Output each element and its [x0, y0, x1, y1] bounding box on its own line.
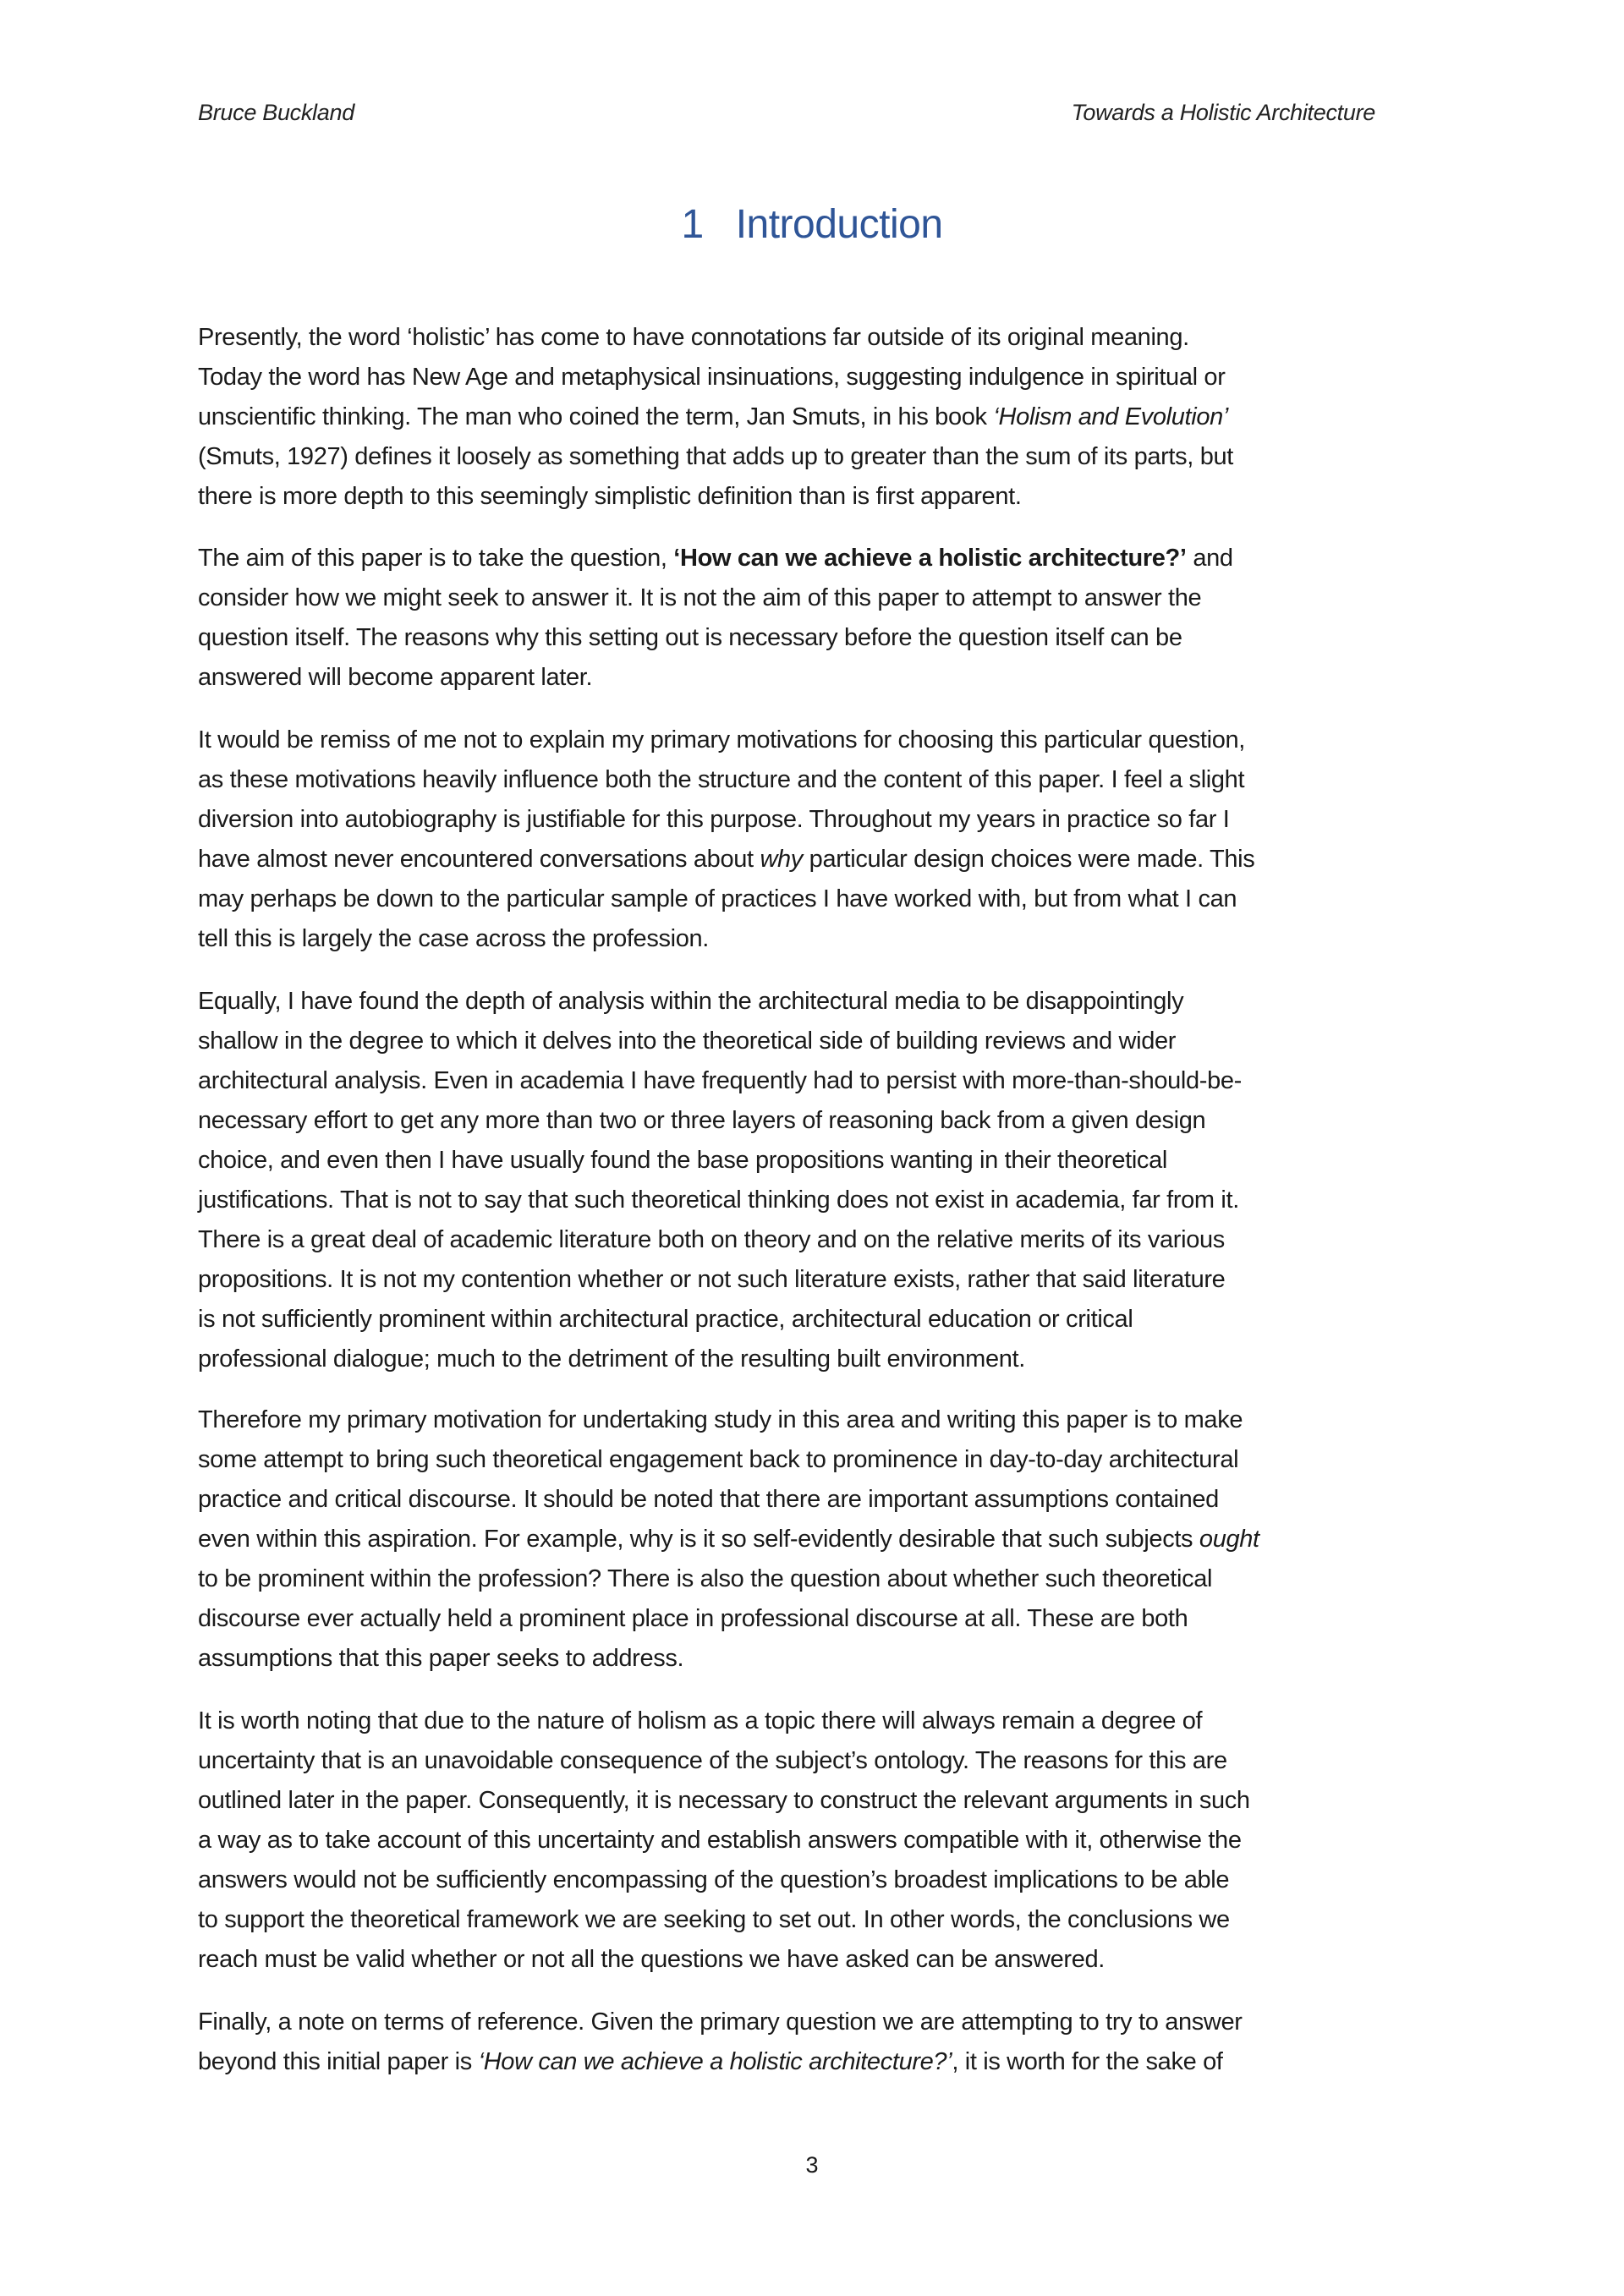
text-run: Therefore my primary motivation for undertaking study in this area and writing this paper is to make	[198, 1406, 1243, 1433]
section-title: Introduction	[735, 202, 943, 247]
text-run: beyond this initial paper is	[198, 2048, 479, 2075]
text-line	[198, 1400, 1450, 1440]
text-line	[198, 1741, 1450, 1781]
text-line	[198, 721, 1450, 760]
text-run: The aim of this paper is to take the question,	[198, 545, 674, 572]
text-line	[198, 1101, 1450, 1141]
text-line	[198, 658, 1450, 698]
text-line	[198, 437, 1450, 477]
text-run: , it is worth for the sake of	[952, 2048, 1223, 2075]
text-run: Equally, I have found the depth of analysis within the architectural media to be disappointingly	[198, 988, 1184, 1015]
text-run: propositions. It is not my contention whether or not such literature exists, rather that said literature	[198, 1266, 1226, 1293]
text-run: (Smuts, 1927) defines it loosely as something that adds up to greater than the sum of its parts, but	[198, 443, 1233, 470]
text-run: discourse ever actually held a prominent place in professional discourse at all. These are both	[198, 1605, 1188, 1632]
text-run: some attempt to bring such theoretical engagement back to prominence in day-to-day architectural	[198, 1446, 1239, 1473]
text-run: there is more depth to this seemingly simplistic definition than is first apparent.	[198, 483, 1022, 510]
text-run: answers would not be sufficiently encompassing of the question’s broadest implications to be able	[198, 1866, 1230, 1893]
text-run: consider how we might seek to answer it. It is not the aim of this paper to attempt to answer the	[198, 584, 1202, 611]
paragraph	[198, 2003, 1450, 2082]
text-run: question itself. The reasons why this setting out is necessary before the question itself can be	[198, 624, 1182, 651]
text-run: Finally, a note on terms of reference. Given the primary question we are attempting to try to answer	[198, 2008, 1243, 2036]
text-line	[198, 800, 1450, 840]
text-run: is not sufficiently prominent within architectural practice, architectural education or critical	[198, 1306, 1133, 1333]
text-line	[198, 1860, 1450, 1900]
italic-text: ought	[1199, 1526, 1259, 1553]
text-line	[198, 1300, 1450, 1340]
text-line	[198, 1900, 1450, 1940]
text-line	[198, 1340, 1450, 1379]
text-line	[198, 618, 1450, 658]
paragraph	[198, 1701, 1450, 1980]
text-run: uncertainty that is an unavoidable consequence of the subject’s ontology. The reasons for this are	[198, 1747, 1227, 1774]
text-line	[198, 1821, 1450, 1860]
text-line	[198, 397, 1450, 437]
text-line	[198, 1940, 1450, 1980]
text-line	[198, 919, 1450, 959]
text-run: It is worth noting that due to the nature of holism as a topic there will always remain a degree of	[198, 1707, 1203, 1734]
text-run: justifications. That is not to say that such theoretical thinking does not exist in academia, far from it.	[198, 1186, 1239, 1214]
section-heading	[0, 201, 1624, 248]
text-run: shallow in the degree to which it delves into the theoretical side of building reviews and wider	[198, 1027, 1177, 1055]
text-run: and	[1186, 545, 1233, 572]
text-run: There is a great deal of academic literature both on theory and on the relative merits of its various	[198, 1226, 1225, 1253]
paragraph	[198, 1400, 1450, 1679]
text-line	[198, 840, 1450, 879]
text-line	[198, 1781, 1450, 1821]
text-run: tell this is largely the case across the profession.	[198, 925, 709, 952]
text-line	[198, 477, 1450, 517]
text-run: It would be remiss of me not to explain my primary motivations for choosing this particular question,	[198, 726, 1245, 753]
text-run: particular design choices were made. This	[802, 846, 1255, 873]
text-line	[198, 358, 1450, 397]
text-run: to be prominent within the profession? There is also the question about whether such theoretical	[198, 1565, 1213, 1592]
text-line	[198, 1061, 1450, 1101]
text-line	[198, 760, 1450, 800]
bold-text: ‘How can we achieve a holistic architecture?’	[673, 545, 1187, 572]
text-run: may perhaps be down to the particular sample of practices I have worked with, but from what I can	[198, 885, 1237, 912]
text-run: answered will become apparent later.	[198, 664, 593, 691]
text-run: architectural analysis. Even in academia I have frequently had to persist with more-than-should-be-	[198, 1067, 1242, 1094]
text-run: choice, and even then I have usually found the base propositions wanting in their theoretical	[198, 1147, 1167, 1174]
italic-text: ‘Holism and Evolution’	[993, 403, 1228, 430]
italic-text: why	[760, 846, 803, 873]
text-line	[198, 1480, 1450, 1520]
text-run: unscientific thinking. The man who coined the term, Jan Smuts, in his book	[198, 403, 994, 430]
paragraph	[198, 539, 1450, 698]
text-line	[198, 539, 1450, 578]
text-run: Presently, the word ‘holistic’ has come to have connotations far outside of its original meaning.	[198, 324, 1189, 351]
text-line	[198, 1220, 1450, 1260]
paragraph	[198, 721, 1450, 959]
text-run: diversion into autobiography is justifiable for this purpose. Throughout my years in practice so far I	[198, 806, 1230, 833]
text-line	[198, 2042, 1450, 2082]
section-number: 1	[681, 202, 704, 247]
text-line	[198, 1639, 1450, 1679]
paragraph	[198, 318, 1450, 517]
italic-text: ‘How can we achieve a holistic architecture?’	[478, 2048, 952, 2075]
text-run: have almost never encountered conversations about	[198, 846, 760, 873]
text-line	[198, 1141, 1450, 1181]
text-line	[198, 1520, 1450, 1559]
text-line	[198, 1559, 1450, 1599]
text-run: reach must be valid whether or not all the questions we have asked can be answered.	[198, 1946, 1105, 1973]
text-run: practice and critical discourse. It should be noted that there are important assumptions contained	[198, 1486, 1219, 1513]
text-line	[198, 578, 1450, 618]
text-line	[198, 2003, 1450, 2042]
text-run: to support the theoretical framework we are seeking to set out. In other words, the conclusions we	[198, 1906, 1230, 1933]
page-number: 3	[805, 2152, 819, 2178]
text-run: as these motivations heavily influence both the structure and the content of this paper. I feel a slight	[198, 766, 1245, 793]
running-header-author: Bruce Buckland	[198, 100, 354, 125]
text-run: even within this aspiration. For example, why is it so self-evidently desirable that such subjects	[198, 1526, 1199, 1553]
text-run: professional dialogue; much to the detriment of the resulting built environment.	[198, 1345, 1025, 1373]
text-line	[198, 318, 1450, 358]
text-line	[198, 1701, 1450, 1741]
text-line	[198, 1022, 1450, 1061]
text-run: Today the word has New Age and metaphysical insinuations, suggesting indulgence in spiritual or	[198, 364, 1226, 391]
text-line	[198, 879, 1450, 919]
running-header-title: Towards a Holistic Architecture	[1071, 100, 1375, 125]
paragraph	[198, 982, 1450, 1379]
text-line	[198, 1181, 1450, 1220]
text-line	[198, 1260, 1450, 1300]
text-run: assumptions that this paper seeks to address.	[198, 1645, 684, 1672]
text-line	[198, 982, 1450, 1022]
text-line	[198, 1440, 1450, 1480]
text-run: a way as to take account of this uncertainty and establish answers compatible with it, otherwise the	[198, 1827, 1242, 1854]
text-line	[198, 1599, 1450, 1639]
text-run: necessary effort to get any more than two or three layers of reasoning back from a given design	[198, 1107, 1206, 1134]
text-run: outlined later in the paper. Consequently, it is necessary to construct the relevant arguments in such	[198, 1787, 1250, 1814]
